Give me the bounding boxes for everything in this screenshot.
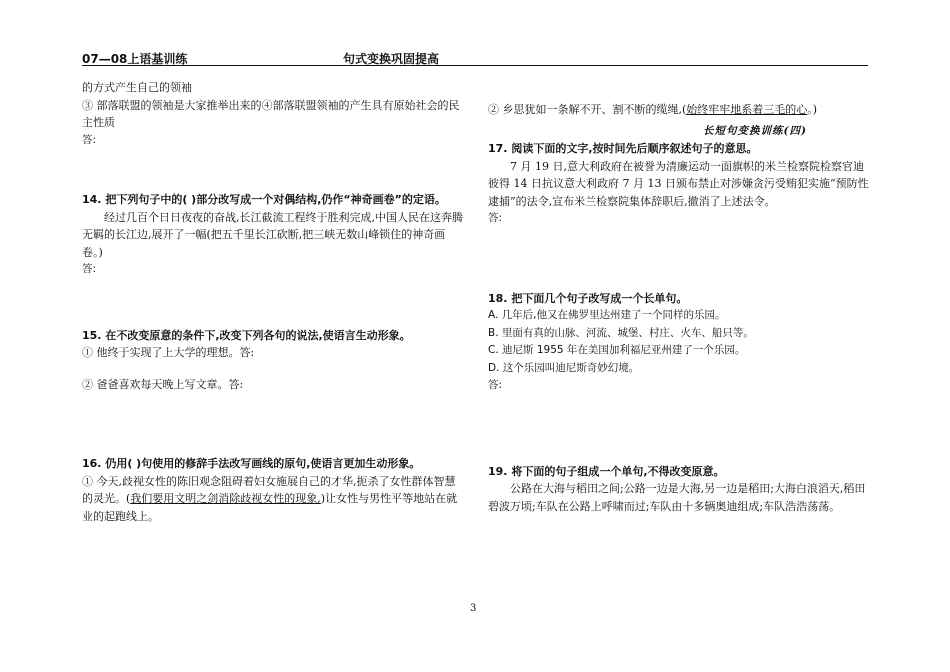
header-center: 句式变换巩固提高: [343, 52, 440, 66]
page-number: 3: [470, 603, 477, 614]
q14-title: 14. 把下列句子中的( )部分改写成一个对偶结构,仍作“神奇画卷”的定语。: [82, 193, 446, 206]
q15-title: 15. 在不改变原意的条件下,改变下列各句的说法,使语言生动形象。: [82, 328, 411, 342]
q15-item-1: ① 他终于实现了上大学的理想。答:: [82, 346, 255, 359]
q17-body: 7 月 19 日,意大利政府在被誉为清廉运动一面旗帜的米兰检察院检察官迪彼得 14 日抗议意大利政府 7 月 13 日颁布禁止对涉嫌贪污受贿犯实施“预防性逮捕”的法令,宣布米兰检察院集体辞职后,撤消了上述法令。: [488, 159, 869, 208]
right-item-2: [488, 101, 872, 119]
answer-label: 答:: [82, 133, 97, 146]
q14-answer-label: 答:: [82, 263, 97, 275]
right-item-2-pre: ② 乡思犹如一条解不开、割不断的缆绳,(: [488, 103, 687, 116]
q16-title: 16. 仍用( )句使用的修辞手法改写画线的原句,使语言更加生动形象。: [82, 457, 421, 470]
q18-answer-label: 答:: [488, 379, 503, 391]
q16-underlined-sentence: 我们要用文明之剑消除歧视女性的现象,: [130, 492, 321, 505]
right-column: [488, 101, 872, 515]
q16-body: [82, 473, 466, 526]
continuation-line-1: 的方式产生自己的领袖: [82, 81, 192, 94]
q18-option-a: A. 几年后,他又在佛罗里达州建了一个同样的乐园。: [488, 309, 726, 321]
q16-body-pre: ① 今天,歧视女性的陈旧观念阻碍着妇女施展自己的才华,扼杀了女性群体智慧的灵光。(: [82, 474, 456, 505]
q18-option-d: D. 这个乐园叫迪尼斯奇妙幻境。: [488, 361, 640, 374]
q17-title: 17. 阅读下面的文字,按时间先后顺序叙述句子的意思。: [488, 142, 758, 155]
header-left: 07—08上语基训练: [82, 52, 188, 66]
q18-option-c: C. 迪尼斯 1955 年在美国加利福尼亚州建了一个乐园。: [488, 344, 746, 356]
right-item-2-underlined: 始终牢牢地系着三毛的心: [686, 103, 808, 116]
section-title: 长短句变换训练(四): [703, 124, 807, 137]
q16-body-post: )让女性与男性平等地站在就业的起跑线上。: [82, 492, 458, 523]
q19-title: 19. 将下面的句子组成一个单句,不得改变原意。: [488, 464, 725, 478]
q18-title: 18. 把下面几个句子改写成一个长单句。: [488, 291, 688, 305]
q17-answer-label: 答:: [488, 212, 503, 224]
left-column: [82, 79, 466, 525]
continuation-line-2: ③ 部落联盟的领袖是大家推举出来的④部落联盟领袖的产生具有原始社会的民主性质: [82, 98, 460, 129]
right-item-2-post: 。): [807, 103, 818, 116]
q14-body: 经过几百个日日夜夜的奋战,长江截流工程终于胜利完成,中国人民在这奔腾无羁的长江边,展开了一幅(把五千里长江砍断,把三峡无数山峰锁住的神奇画卷。): [82, 210, 463, 259]
q19-body: 公路在大海与稻田之间;公路一边是大海,另一边是稻田;大海白浪滔天,稻田碧波万顷;车队在公路上呼啸而过;车队由十多辆奥迪组成;车队浩浩荡荡。: [488, 482, 866, 513]
header-rule: [82, 65, 868, 66]
q15-item-2: ② 爸爸喜欢每天晚上写文章。答:: [82, 377, 244, 391]
q18-option-b: B. 里面有真的山脉、河流、城堡、村庄、火车、船只等。: [488, 326, 754, 339]
